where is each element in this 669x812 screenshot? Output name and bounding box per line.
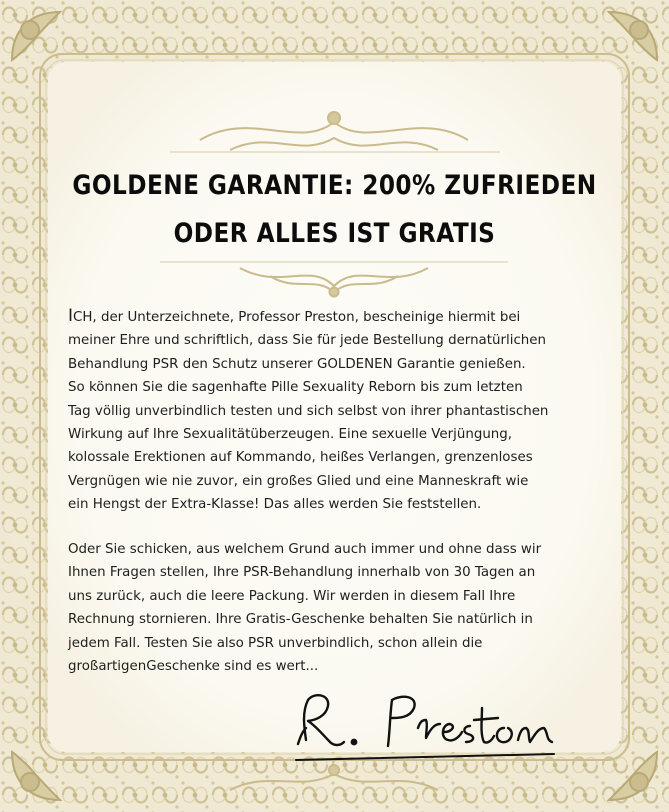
guarantee-paragraph-2: Oder Sie schicken, aus welchem Grund auch immer und ohne dass wir Ihnen Fragen stellen, Ihre PSR-Behandlung innerhalb von 30 Tagen an uns zurück, auch die leere Packung. Wir werden in diesem Fall Ihre Rechnung stornieren. Ihre Gratis-Geschenke behalten Sie natürlich in jedem Fall. Testen Sie also PSR unverbindlich, schon allein die großartigenGeschenke sind es wert...: [68, 542, 542, 675]
guarantee-paragraph-1: ICH, der Unterzeichnete, Professor Preston, bescheinige hiermit bei meiner Ehre und schriftlich, dass Sie für jede Bestellung dernatürlichen Behandlung PSR den Schutz unserer GOLDENEN Garantie genießen. So können Sie die sagenhafte Pille Sexuality Reborn bis zum letzten Tag völlig unverbindlich testen und sich selbst von ihrer phantastischen Wirkung auf Ihre Sexualitätüberzeugen. Eine sexuelle Verjüngung, kolossale Erektionen auf Kommando, heißes Verlangen, grenzenloses Vergnügen wie nie zuvor, ein großes Glied und eine Manneskraft wie ein Hengst der Extra-Klasse! Das alles werden Sie feststellen.: [68, 306, 549, 513]
handwritten-signature: [290, 688, 560, 768]
certificate-title-line-1: GOLDENE GARANTIE: 200% ZUFRIEDEN: [72, 170, 597, 201]
certificate-title-line-2: ODER ALLES IST GRATIS: [173, 218, 496, 249]
